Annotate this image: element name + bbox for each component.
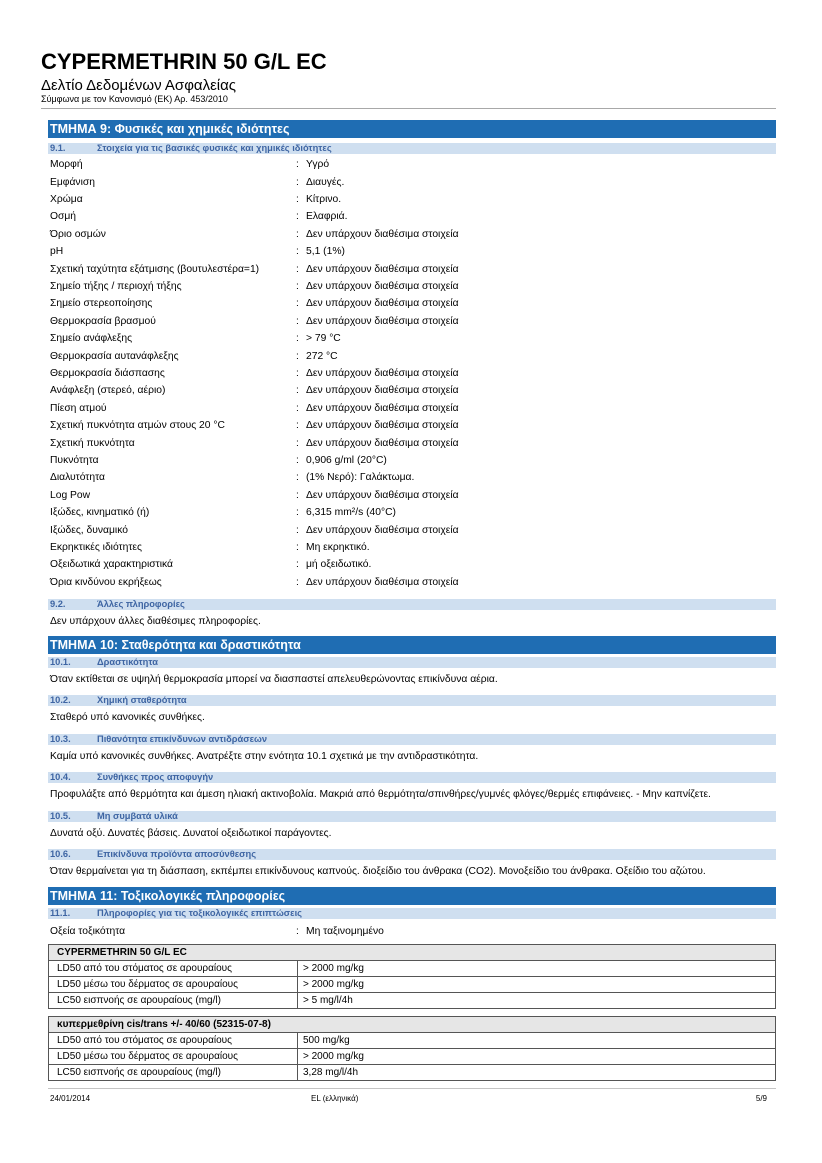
subsection-number: 9.1.: [50, 143, 66, 153]
table-cell-label: LD50 από του στόματος σε αρουραίους: [49, 961, 298, 976]
property-value: 0,906 g/ml (20°C): [306, 454, 387, 466]
table-row: [49, 976, 775, 992]
subsection-9-1-header: [48, 143, 776, 154]
property-row: [48, 469, 776, 486]
subsection-text: Δεν υπάρχουν άλλες διαθέσιμες πληροφορίες.: [50, 616, 261, 627]
subsection-title: Πληροφορίες για τις τοξικολογικές επιπτώσεις: [97, 908, 302, 918]
subsection-number: 10.2.: [50, 695, 71, 706]
property-separator: :: [296, 559, 299, 571]
footer-language: EL (ελληνικά): [311, 1094, 359, 1103]
property-label: Εκρηκτικές ιδιότητες: [50, 541, 142, 553]
property-label: Σημείο τήξης / περιοχή τήξης: [50, 281, 182, 293]
subsection-title: Επικίνδυνα προϊόντα αποσύνθεσης: [97, 848, 257, 859]
table-cell-value: 3,28 mg/l/4h: [303, 1067, 359, 1078]
subsection-title: Στοιχεία για τις βασικές φυσικές και χημικές ιδιότητες: [97, 143, 332, 153]
subsection-title: Δραστικότητα: [97, 657, 158, 667]
regulation-note: Σύμφωνα με τον Κανονισμό (ΕΚ) Αρ. 453/2010: [41, 94, 228, 104]
subsection-block: [48, 657, 776, 695]
subsection-header: [48, 811, 776, 822]
property-label: Ανάφλεξη (στερεό, αέριο): [50, 385, 166, 397]
subsection-block: [48, 772, 776, 810]
property-row: [48, 504, 776, 521]
subsection-block: [48, 734, 776, 772]
subsection-text: Όταν εκτίθεται σε υψηλή θερμοκρασία μπορεί να διασπαστεί απελευθερώνοντας επικίνδυνα αέρια.: [50, 674, 498, 685]
property-row: [48, 539, 776, 556]
property-value: Ελαφριά.: [306, 211, 348, 223]
section-9-title: ΤΜΗΜΑ 9: Φυσικές και χημικές ιδιότητες: [50, 122, 290, 136]
table-row: [49, 960, 775, 976]
property-row: [48, 417, 776, 434]
property-value: Δεν υπάρχουν διαθέσιμα στοιχεία: [306, 524, 459, 536]
property-value: 6,315 mm²/s (40°C): [306, 507, 396, 519]
property-label: Θερμοκρασία βρασμού: [50, 315, 156, 327]
property-separator: :: [296, 350, 299, 362]
property-label: Εμφάνιση: [50, 176, 95, 188]
subsection-number: 10.4.: [50, 772, 71, 783]
subsection-text: Καμία υπό κανονικές συνθήκες. Ανατρέξτε στην ενότητα 10.1 σχετικά με την αντιδραστικότητα.: [50, 750, 479, 762]
property-separator: :: [296, 281, 299, 293]
property-label: Όρια κινδύνου εκρήξεως: [50, 576, 162, 588]
property-label: pH: [50, 246, 64, 258]
property-separator: :: [296, 246, 299, 258]
footer-page-number: 5/9: [755, 1094, 767, 1103]
property-label: Οσμή: [50, 211, 77, 223]
section-10-header: [48, 636, 776, 654]
table-cell-value: > 2000 mg/kg: [303, 1051, 364, 1062]
toxicity-tables: [48, 944, 776, 1088]
property-separator: :: [296, 298, 299, 310]
property-label: Πίεση ατμού: [50, 402, 107, 414]
property-value: Διαυγές.: [306, 176, 345, 188]
property-separator: :: [296, 576, 299, 588]
property-value: Κίτρινο.: [306, 194, 342, 206]
property-separator: :: [296, 194, 299, 206]
table-row: [49, 1048, 775, 1064]
property-label: Οξειδωτικά χαρακτηριστικά: [50, 559, 173, 571]
table-row: [49, 992, 775, 1008]
subsection-number: 10.5.: [50, 810, 71, 821]
subsection-title: Χημική σταθερότητα: [97, 695, 187, 706]
subsection-header: [48, 772, 776, 783]
subsection-block: [48, 811, 776, 849]
property-row: [48, 574, 776, 591]
document-subtitle: Δελτίο Δεδομένων Ασφαλείας: [41, 77, 237, 94]
property-label: Ιξώδες, δυναμικό: [50, 524, 128, 536]
property-row: [48, 925, 776, 939]
table-header: κυπερμεθρίνη cis/trans +/- 40/60 (52315-07-8): [49, 1017, 775, 1032]
subsection-text: Προφυλάξτε από θερμότητα και άμεση ηλιακή ακτινοβολία. Μακριά από θερμότητα/σπινθήρες/γυμνές φλόγες/θερμές επιφάνειες. - Μην καπνίζετε.: [50, 789, 711, 801]
property-label: Log Pow: [50, 489, 91, 501]
property-label: Σημείο στερεοποίησης: [50, 298, 153, 310]
property-separator: :: [296, 420, 299, 432]
footer-divider: [48, 1088, 776, 1089]
property-value: Δεν υπάρχουν διαθέσιμα στοιχεία: [306, 420, 459, 432]
property-row: [48, 330, 776, 347]
property-value: (1% Νερό): Γαλάκτωμα.: [306, 472, 415, 484]
subsection-header: [48, 849, 776, 860]
property-row: [48, 522, 776, 539]
section-11-title: ΤΜΗΜΑ 11: Τοξικολογικές πληροφορίες: [50, 889, 286, 903]
subsection-title: Μη συμβατά υλικά: [97, 810, 178, 821]
table-cell-label: LD50 από του στόματος σε αρουραίους: [49, 1033, 298, 1048]
header-divider: [41, 108, 776, 109]
property-value: Υγρό: [306, 159, 330, 171]
property-separator: :: [296, 367, 299, 379]
property-row: [48, 365, 776, 382]
subsection-11-1-header: [48, 908, 776, 919]
property-separator: :: [296, 541, 299, 553]
property-value: Δεν υπάρχουν διαθέσιμα στοιχεία: [306, 367, 459, 379]
table-cell-value: 500 mg/kg: [303, 1035, 350, 1046]
property-row: [48, 313, 776, 330]
property-value: > 79 °C: [306, 333, 341, 345]
property-row: [48, 452, 776, 469]
toxicity-table: [48, 1016, 776, 1081]
subsection-text: Όταν θερμαίνεται για τη διάσπαση, εκπέμπει επικίνδυνους καπνούς. διοξείδιο του άνθρακα (CO2). Μονοξείδιο του άνθρακα. Οξείδιο του αζώτου.: [50, 865, 706, 877]
property-row: [48, 174, 776, 191]
property-label: Οξεία τοξικότητα: [50, 926, 126, 937]
table-cell-label: LC50 εισπνοής σε αρουραίους (mg/l): [49, 993, 298, 1008]
property-label: Όριο οσμών: [50, 228, 106, 240]
table-cell-value: > 5 mg/l/4h: [303, 995, 353, 1006]
subsection-header: [48, 734, 776, 745]
property-label: Σχετική πυκνότητα ατμών στους 20 °C: [50, 420, 225, 432]
property-label: Θερμοκρασία αυτανάφλεξης: [50, 350, 179, 362]
property-label: Σημείο ανάφλεξης: [50, 333, 133, 345]
property-row: [48, 243, 776, 260]
subsection-number: 9.2.: [50, 599, 66, 609]
property-row: [48, 226, 776, 243]
subsection-text: Σταθερό υπό κανονικές συνθήκες.: [50, 712, 205, 724]
document-title: CYPERMETHRIN 50 G/L EC: [41, 49, 327, 74]
table-row: [49, 1064, 775, 1080]
property-value: Δεν υπάρχουν διαθέσιμα στοιχεία: [306, 228, 459, 240]
property-value: Μη ταξινομημένο: [306, 926, 384, 937]
property-label: Χρώμα: [50, 194, 83, 206]
property-value: 5,1 (1%): [306, 246, 345, 258]
property-separator: :: [296, 263, 299, 275]
property-value: Δεν υπάρχουν διαθέσιμα στοιχεία: [306, 489, 459, 501]
acute-toxicity: [48, 925, 776, 939]
property-separator: :: [296, 489, 299, 501]
property-row: [48, 156, 776, 173]
property-row: [48, 208, 776, 225]
property-value: Δεν υπάρχουν διαθέσιμα στοιχεία: [306, 402, 459, 414]
subsection-block: [48, 695, 776, 733]
properties-list: [48, 156, 776, 591]
subsection-block: [48, 849, 776, 887]
subsection-9-2: [48, 599, 776, 629]
property-separator: :: [296, 926, 299, 937]
property-separator: :: [296, 159, 299, 171]
property-row: [48, 382, 776, 399]
property-value: Δεν υπάρχουν διαθέσιμα στοιχεία: [306, 576, 459, 588]
property-value: Δεν υπάρχουν διαθέσιμα στοιχεία: [306, 281, 459, 293]
property-separator: :: [296, 402, 299, 414]
subsection-title: Συνθήκες προς αποφυγήν: [97, 772, 214, 783]
property-row: [48, 278, 776, 295]
property-row: [48, 348, 776, 365]
property-value: Δεν υπάρχουν διαθέσιμα στοιχεία: [306, 298, 459, 310]
table-cell-label: LD50 μέσω του δέρματος σε αρουραίους: [49, 1049, 298, 1064]
section-10-subsections: [48, 657, 776, 887]
subsection-number: 10.3.: [50, 733, 71, 744]
subsection-text: Δυνατά οξύ. Δυνατές βάσεις. Δυνατοί οξειδωτικοί παράγοντες.: [50, 827, 332, 839]
footer-date: 24/01/2014: [50, 1094, 91, 1103]
section-11-header: [48, 887, 776, 905]
property-value: Μη εκρηκτικό.: [306, 541, 370, 553]
property-separator: :: [296, 454, 299, 466]
property-separator: :: [296, 385, 299, 397]
table-cell-value: > 2000 mg/kg: [303, 963, 364, 974]
subsection-title: Πιθανότητα επικίνδυνων αντιδράσεων: [97, 733, 268, 744]
property-value: Δεν υπάρχουν διαθέσιμα στοιχεία: [306, 263, 459, 275]
subsection-number: 10.6.: [50, 848, 71, 859]
table-cell-value: > 2000 mg/kg: [303, 979, 364, 990]
subsection-number: 11.1.: [50, 908, 71, 918]
property-separator: :: [296, 176, 299, 188]
property-separator: :: [296, 437, 299, 449]
property-row: [48, 435, 776, 452]
table-header: CYPERMETHRIN 50 G/L EC: [49, 945, 775, 960]
property-row: [48, 191, 776, 208]
property-label: Μορφή: [50, 159, 83, 171]
table-cell-label: LC50 εισπνοής σε αρουραίους (mg/l): [49, 1065, 298, 1080]
property-row: [48, 487, 776, 504]
property-separator: :: [296, 524, 299, 536]
table-row: [49, 1032, 775, 1048]
property-separator: :: [296, 333, 299, 345]
property-label: Πυκνότητα: [50, 454, 99, 466]
property-label: Σχετική ταχύτητα εξάτμισης (βουτυλεστέρα=1): [50, 263, 260, 275]
section-9-header: [48, 120, 776, 138]
property-value: Δεν υπάρχουν διαθέσιμα στοιχεία: [306, 315, 459, 327]
property-row: [48, 400, 776, 417]
subsection-title: Άλλες πληροφορίες: [97, 599, 185, 609]
subsection-header: [48, 657, 776, 668]
property-row: [48, 295, 776, 312]
property-row: [48, 261, 776, 278]
property-value: Δεν υπάρχουν διαθέσιμα στοιχεία: [306, 385, 459, 397]
table-cell-label: LD50 μέσω του δέρματος σε αρουραίους: [49, 977, 298, 992]
subsection-header: [48, 695, 776, 706]
property-separator: :: [296, 315, 299, 327]
property-separator: :: [296, 228, 299, 240]
property-row: [48, 556, 776, 573]
property-value: μή οξειδωτικό.: [306, 559, 372, 571]
subsection-9-2-header: [48, 599, 776, 610]
section-10-title: ΤΜΗΜΑ 10: Σταθερότητα και δραστικότητα: [50, 638, 301, 652]
property-separator: :: [296, 507, 299, 519]
property-label: Διαλυτότητα: [50, 472, 105, 484]
property-value: 272 °C: [306, 350, 338, 362]
subsection-number: 10.1.: [50, 657, 71, 667]
property-label: Ιξώδες, κινηματικό (ή): [50, 507, 150, 519]
property-separator: :: [296, 211, 299, 223]
property-value: Δεν υπάρχουν διαθέσιμα στοιχεία: [306, 437, 459, 449]
toxicity-table: [48, 944, 776, 1009]
property-separator: :: [296, 472, 299, 484]
property-label: Σχετική πυκνότητα: [50, 437, 135, 449]
property-label: Θερμοκρασία διάσπασης: [50, 367, 165, 379]
